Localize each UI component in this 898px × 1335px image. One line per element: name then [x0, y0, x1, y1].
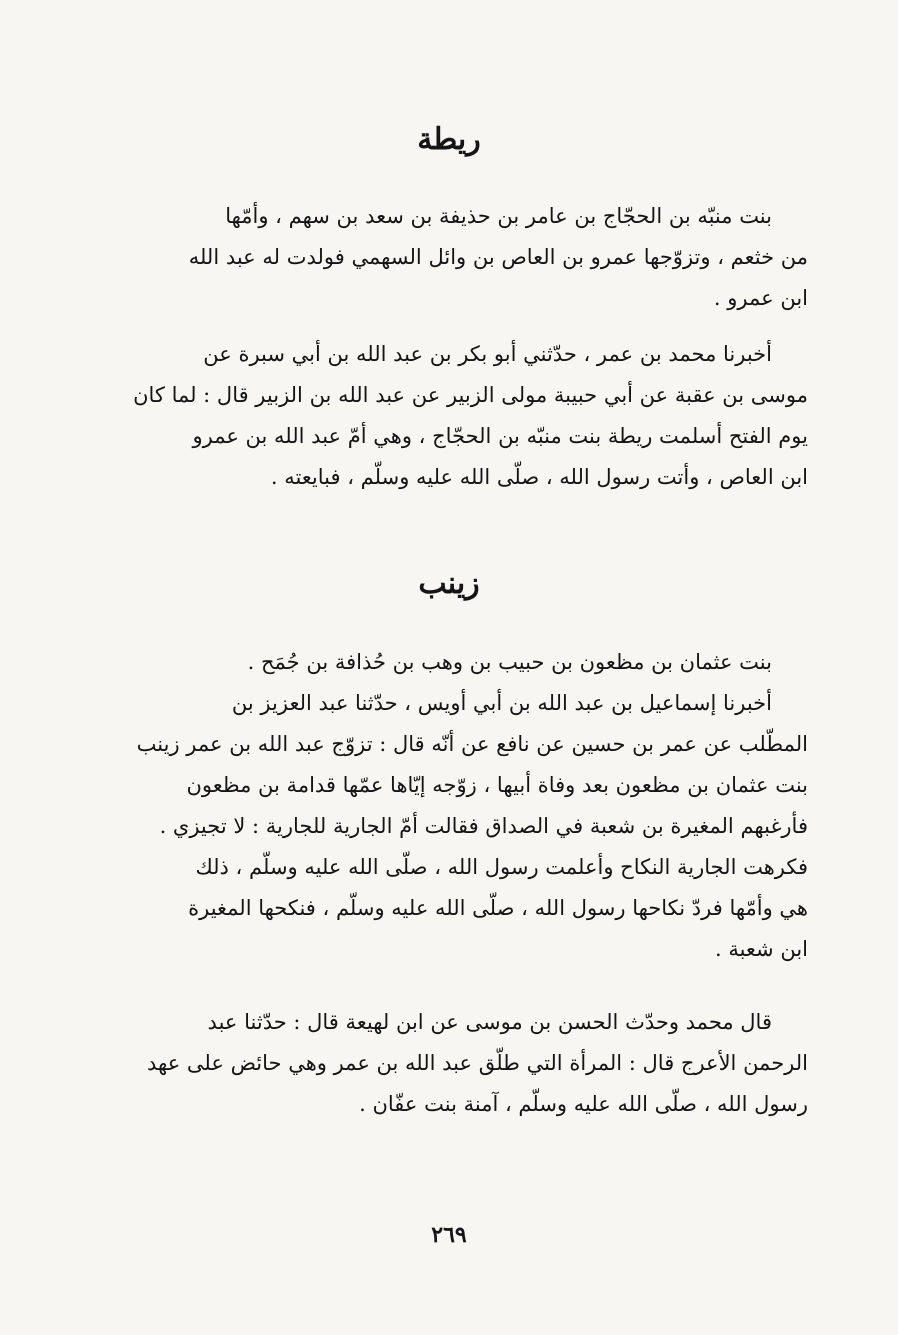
paragraph-zaynab-lineage [104, 642, 808, 683]
text-line: هي وأمّها فردّ نكاحها رسول الله ، صلّى الله عليه وسلّم ، فنكحها المغيرة [188, 896, 808, 920]
text-line: الرحمن الأعرج قال : المرأة التي طلّق عبد الله بن عمر وهي حائض على عهد [147, 1051, 808, 1075]
text-line: ابن شعبة . [714, 937, 808, 961]
text-line: أخبرنا محمد بن عمر ، حدّثني أبو بكر بن عبد الله بن أبي سبرة عن [203, 342, 772, 366]
section-title-zaynab: زينب [418, 566, 480, 601]
text-line: بنت عثمان بن مظعون بن حبيب بن وهب بن حُذافة بن جُمَح . [247, 650, 772, 674]
paragraph-zaynab-narration [104, 683, 808, 970]
text-line: المطّلب عن عمر بن حسين عن نافع عن أنّه قال : تزوّج عبد الله بن عمر زينب [136, 732, 808, 756]
text-line: قال محمد وحدّث الحسن بن موسى عن ابن لهيعة قال : حدّثنا عبد [207, 1010, 772, 1034]
text-line: رسول الله ، صلّى الله عليه وسلّم ، آمنة بنت عفّان . [359, 1092, 808, 1116]
text-line: فكرهت الجارية النكاح وأعلمت رسول الله ، صلّى الله عليه وسلّم ، ذلك [195, 855, 808, 879]
paragraph-rayta-narration [104, 334, 808, 498]
text-line: ابن العاص ، وأتت رسول الله ، صلّى الله عليه وسلّم ، فبايعته . [270, 465, 808, 489]
text-line: من خثعم ، وتزوّجها عمرو بن العاص بن وائل السهمي فولدت له عبد الله [188, 245, 808, 269]
page-number: ٢٦٩ [431, 1222, 467, 1248]
paragraph-zaynab-report [104, 1002, 808, 1125]
section-title-rayta: ريطة [417, 122, 481, 157]
text-line: يوم الفتح أسلمت ريطة بنت منبّه بن الحجّاج ، وهي أمّ عبد الله بن عمرو [192, 424, 808, 448]
text-line: فأرغبهم المغيرة بن شعبة في الصداق فقالت أمّ الجارية للجارية : لا تجيزي . [159, 814, 808, 838]
text-line: بنت عثمان بن مظعون بعد وفاة أبيها ، زوّجه إيّاها عمّها قدامة بن مظعون [186, 773, 808, 797]
text-line: بنت منبّه بن الحجّاج بن عامر بن حذيفة بن سعد بن سهم ، وأمّها [225, 204, 772, 228]
text-line: أخبرنا إسماعيل بن عبد الله بن أبي أويس ، حدّثنا عبد العزيز بن [231, 691, 772, 715]
text-line: ابن عمرو . [713, 286, 808, 310]
text-line: موسى بن عقبة عن أبي حبيبة مولى الزبير عن عبد الله بن الزبير قال : لما كان [133, 383, 808, 407]
paragraph-rayta-lineage [104, 196, 808, 319]
